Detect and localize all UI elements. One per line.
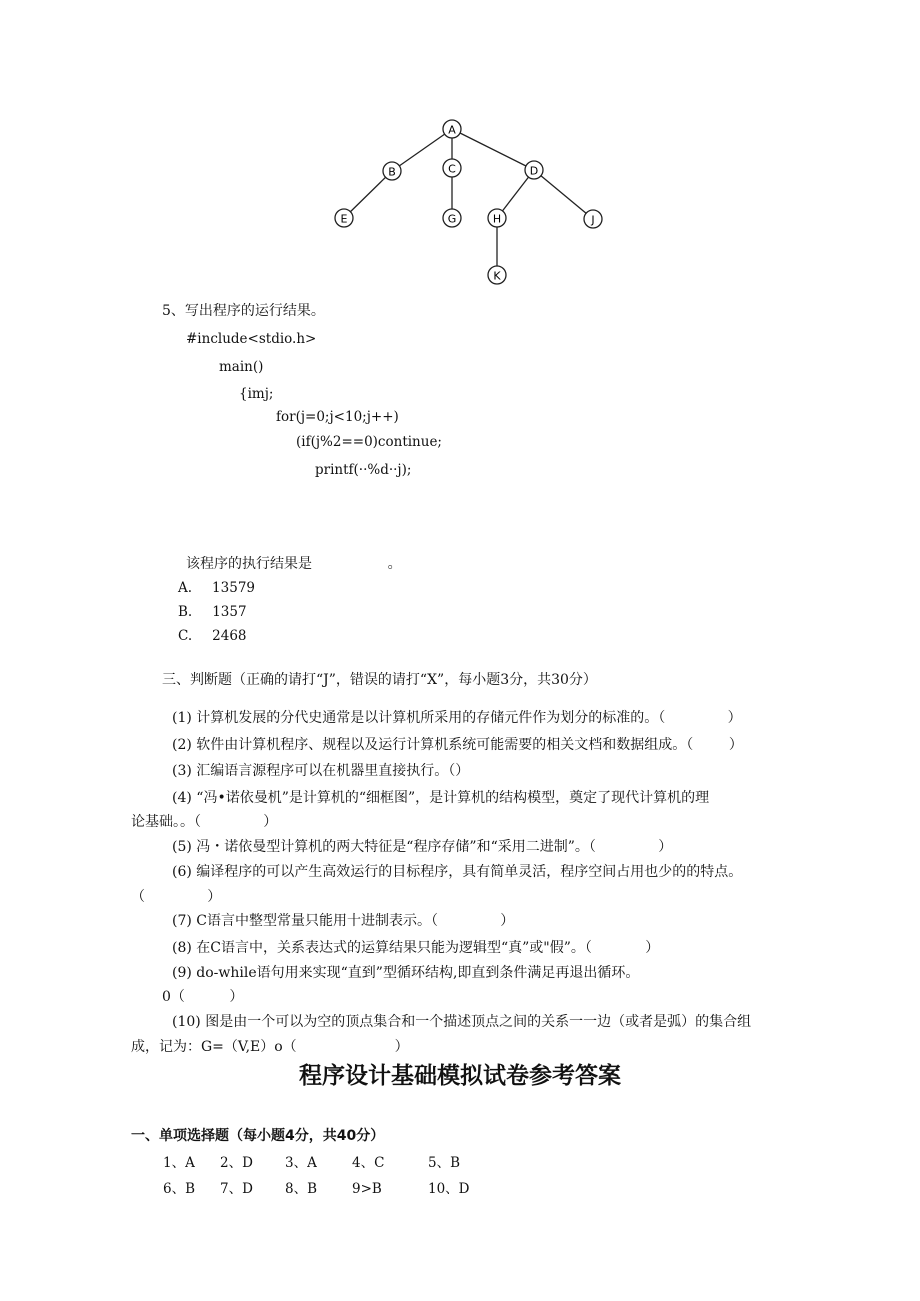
answer-10: 10、D <box>428 1181 470 1197</box>
tree-node-a <box>443 120 461 138</box>
tree-node-h <box>488 209 506 227</box>
tf-item-4-line1: (4) “冯•诺依曼机”是计算机的“细框图”，是计算机的结构模型，奠定了现代计算机的理 <box>172 790 710 806</box>
tree-diagram <box>320 110 620 295</box>
answer-6: 6、B <box>163 1181 196 1197</box>
answer-2: 2、D <box>220 1155 253 1171</box>
svg-text:K: K <box>493 269 501 283</box>
code-line-5: (if(j%2==0)continue; <box>296 434 442 450</box>
option-label: A. <box>178 580 193 596</box>
svg-text:G: G <box>447 212 457 226</box>
answer-4: 4、C <box>352 1155 385 1171</box>
tree-node-k <box>488 266 506 284</box>
option-text: 2468 <box>212 628 247 644</box>
tree-node-j <box>584 210 602 228</box>
svg-text:H: H <box>492 212 502 226</box>
option-label: C. <box>178 628 193 644</box>
code-line-1: #include<stdio.h> <box>186 331 317 347</box>
tf-item-2: (2) 软件由计算机程序、规程以及运行计算机系统可能需要的相关文档和数据组成。（ ） <box>172 737 743 753</box>
option-c <box>178 627 247 645</box>
answers-title: 程序设计基础模拟试卷参考答案 <box>299 1063 621 1089</box>
option-text: 13579 <box>212 580 255 596</box>
answer-7: 7、D <box>220 1181 253 1197</box>
answer-9: 9>B <box>352 1181 382 1197</box>
option-label: B. <box>178 604 193 620</box>
tf-item-4-line2: 论基础。。（ ） <box>131 814 278 830</box>
tf-item-9-line1: (9) do-while语句用来实现“直到”型循环结构,即直到条件满足再退出循环。 <box>172 965 640 981</box>
tf-item-10-line2: 成，记为：G=（V,E）o（ ） <box>131 1039 409 1055</box>
svg-text:A: A <box>448 123 456 137</box>
tf-item-9-line2: 0（ ） <box>162 989 244 1005</box>
tf-item-10-line1: (10) 图是由一个可以为空的顶点集合和一个描述顶点之间的关系一一边（或者是弧）的集合组 <box>172 1014 752 1030</box>
tree-node-c <box>443 159 461 177</box>
option-a <box>178 579 255 597</box>
svg-text:J: J <box>591 213 595 227</box>
code-line-3: {imj; <box>239 386 274 402</box>
tf-item-6-line1: (6) 编译程序的可以产生高效运行的目标程序，具有简单灵活，程序空间占用也少的的特点。 <box>172 864 743 880</box>
code-line-2: main() <box>219 359 264 375</box>
tree-node-g <box>443 209 461 227</box>
tf-item-8: (8) 在C语言中，关系表达式的运算结果只能为逻辑型“真”或"假”。（ ） <box>172 940 660 956</box>
code-line-6: printf(··%d··j); <box>315 462 412 478</box>
option-text: 1357 <box>212 604 247 620</box>
svg-text:B: B <box>388 165 396 179</box>
tree-node-e <box>335 209 353 227</box>
answer-8: 8、B <box>285 1181 318 1197</box>
tf-item-1: (1) 计算机发展的分代史通常是以计算机所采用的存储元件作为划分的标准的。（ ） <box>172 710 742 726</box>
answers-section1-heading: 一、单项选择题（每小题4分，共40分） <box>131 1128 385 1144</box>
answer-3: 3、A <box>285 1155 317 1171</box>
tf-item-5: (5) 冯・诺依曼型计算机的两大特征是“程序存储”和“采用二进制”。（ ） <box>172 839 673 855</box>
svg-text:D: D <box>529 164 539 178</box>
tf-item-6-line2: （ ） <box>131 889 222 905</box>
tree-node-d <box>525 161 543 179</box>
svg-text:C: C <box>448 162 456 176</box>
question5-prompt: 该程序的执行结果是 。 <box>186 556 402 572</box>
answer-5: 5、B <box>428 1155 461 1171</box>
answer-1: 1、A <box>163 1155 195 1171</box>
tf-item-3: (3) 汇编语言源程序可以在机器里直接执行。（） <box>172 763 470 779</box>
question5-title: 5、写出程序的运行结果。 <box>162 303 325 319</box>
option-b <box>178 603 247 621</box>
tree-node-b <box>383 162 401 180</box>
code-line-4: for(j=0;j<10;j++) <box>276 409 399 425</box>
svg-text:E: E <box>340 212 348 226</box>
tf-item-7: (7) C语言中整型常量只能用十进制表示。（ ） <box>172 913 515 929</box>
section3-heading: 三、判断题（正确的请打“J”，错误的请打“X”，每小题3分，共30分） <box>162 672 597 688</box>
